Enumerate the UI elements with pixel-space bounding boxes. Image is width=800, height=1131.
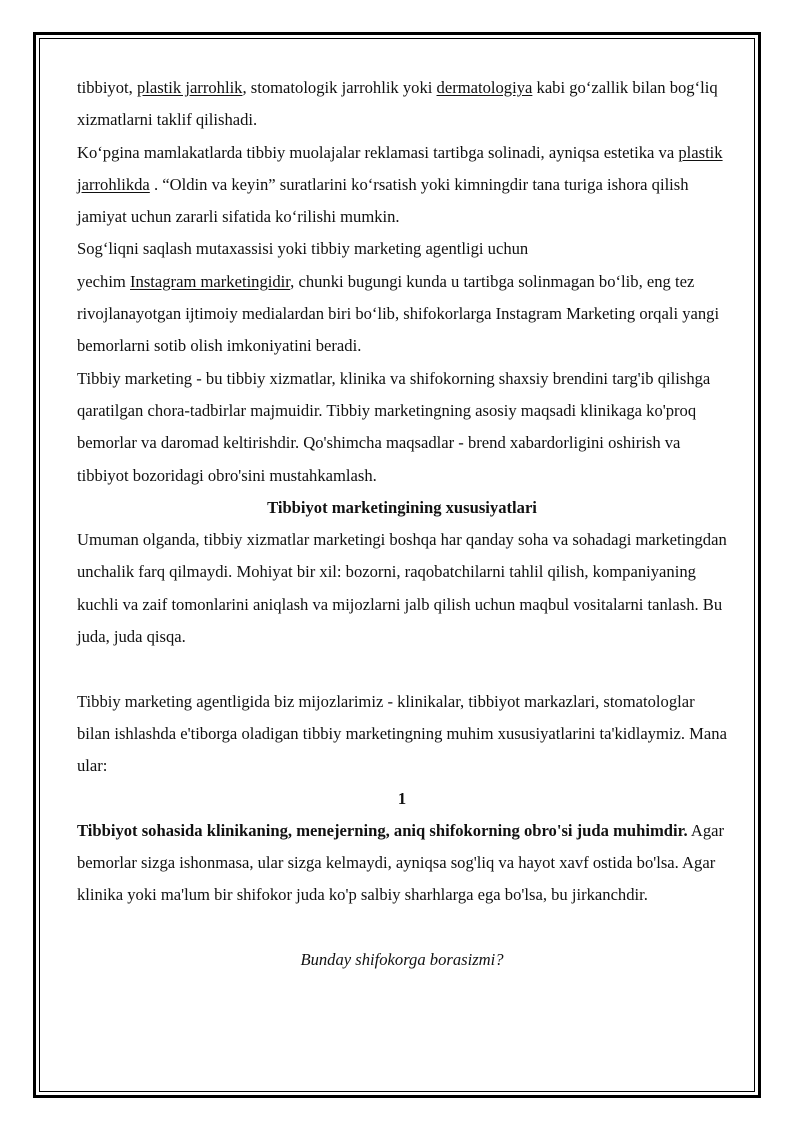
text: Agar bemorlar sizga ishonmasa, ular sizga kelmaydi, ayniqsa sog'liq va hayot xavf ostida bo'lsa. Agar klinika yoki ma'lum bir shifokor juda ko'p salbiy sharhlarga ega bo'lsa, bu jirkanchdir. xyxy=(77,820,725,905)
text: , stomatologik jarrohlik yoki xyxy=(242,78,437,97)
link-dermatologiya[interactable]: dermatologiya xyxy=(436,78,533,97)
paragraph-7 xyxy=(77,815,727,912)
paragraph-4: Tibbiy marketing - bu tibbiy xizmatlar, klinika va shifokorning shaxsiy brendini targ'ib qilishga qaratilgan chora-tadbirlar majmuidir. Tibbiy marketingning asosiy maqsadi klinikaga ko'proq bemorlar va daromad keltirishdir. Qo'shimcha maqsadlar - brend xabardorligini oshirish va tibbiyot bozoridagi obro'sini mustahkamlash. xyxy=(77,368,711,485)
text: , chunki bugungi kunda u tartibga solinmagan bo‘lib, eng tez rivojlanayotgan ijtimoiy medialardan biri bo‘lib, shifokorlarga Instagram Marketing orqali yangi bemorlarni sotib olish imkoniyatini beradi. xyxy=(77,271,720,356)
paragraph-6: Tibbiy marketing agentligida biz mijozlarimiz - klinikalar, tibbiyot markazlari, stomatologlar bilan ishlashda e'tiborga oladigan tibbiy marketingning muhim xususiyatlarini ta'kidlaymiz. Mana ular: xyxy=(77,691,727,776)
text: Ko‘pgina mamlakatlarda tibbiy muolajalar reklamasi tartibga solinadi, ayniqsa estetika va xyxy=(77,142,679,162)
link-plastik-jarrohlik[interactable]: plastik jarrohlik xyxy=(136,78,243,97)
document-body xyxy=(77,72,727,976)
text: Sog‘liqni saqlash mutaxassisi yoki tibbiy marketing agentligi uchun xyxy=(77,239,529,259)
link-instagram-marketingidir[interactable]: Instagram marketingidir xyxy=(130,271,291,291)
paragraph-2 xyxy=(77,137,727,234)
blank-line xyxy=(77,912,727,944)
question-line: Bunday shifokorga borasizmi? xyxy=(300,950,504,970)
paragraph-5: Umuman olganda, tibbiy xizmatlar marketingi boshqa har qanday soha va sohadagi marketingdan unchalik farq qilmaydi. Mohiyat bir xil: bozorni, raqobatchilarni tahlil qilish, kompaniyaning kuchli va zaif tomonlarini aniqlash va mijozlarni jalb qilish uchun maqbul vositalarni tanlash. Bu juda, juda qisqa. xyxy=(77,530,727,647)
paragraph-1 xyxy=(77,72,727,137)
bold-lead: Tibbiyot sohasida klinikaning, menejerning, aniq shifokorning obro'si juda muhimdir. xyxy=(77,820,688,840)
text: tibbiyot, xyxy=(77,78,137,97)
blank-line xyxy=(77,653,727,685)
text: kabi go‘zallik bilan bog‘liq xizmatlarni taklif qilishadi. xyxy=(77,78,718,130)
link-plastik-jarrohlikda[interactable]: plastik jarrohlikda xyxy=(77,142,723,194)
text: . “Oldin va keyin” suratlarini ko‘rsatish yoki kimningdir tana turiga ishora qilish jamiyat uchun zararli sifatida ko‘rilishi mumkin. xyxy=(77,174,689,227)
section-heading: Tibbiyot marketingining xususiyatlari xyxy=(267,497,537,517)
text: yechim xyxy=(77,271,130,291)
paragraph-3 xyxy=(77,233,727,362)
list-number: 1 xyxy=(397,788,407,808)
